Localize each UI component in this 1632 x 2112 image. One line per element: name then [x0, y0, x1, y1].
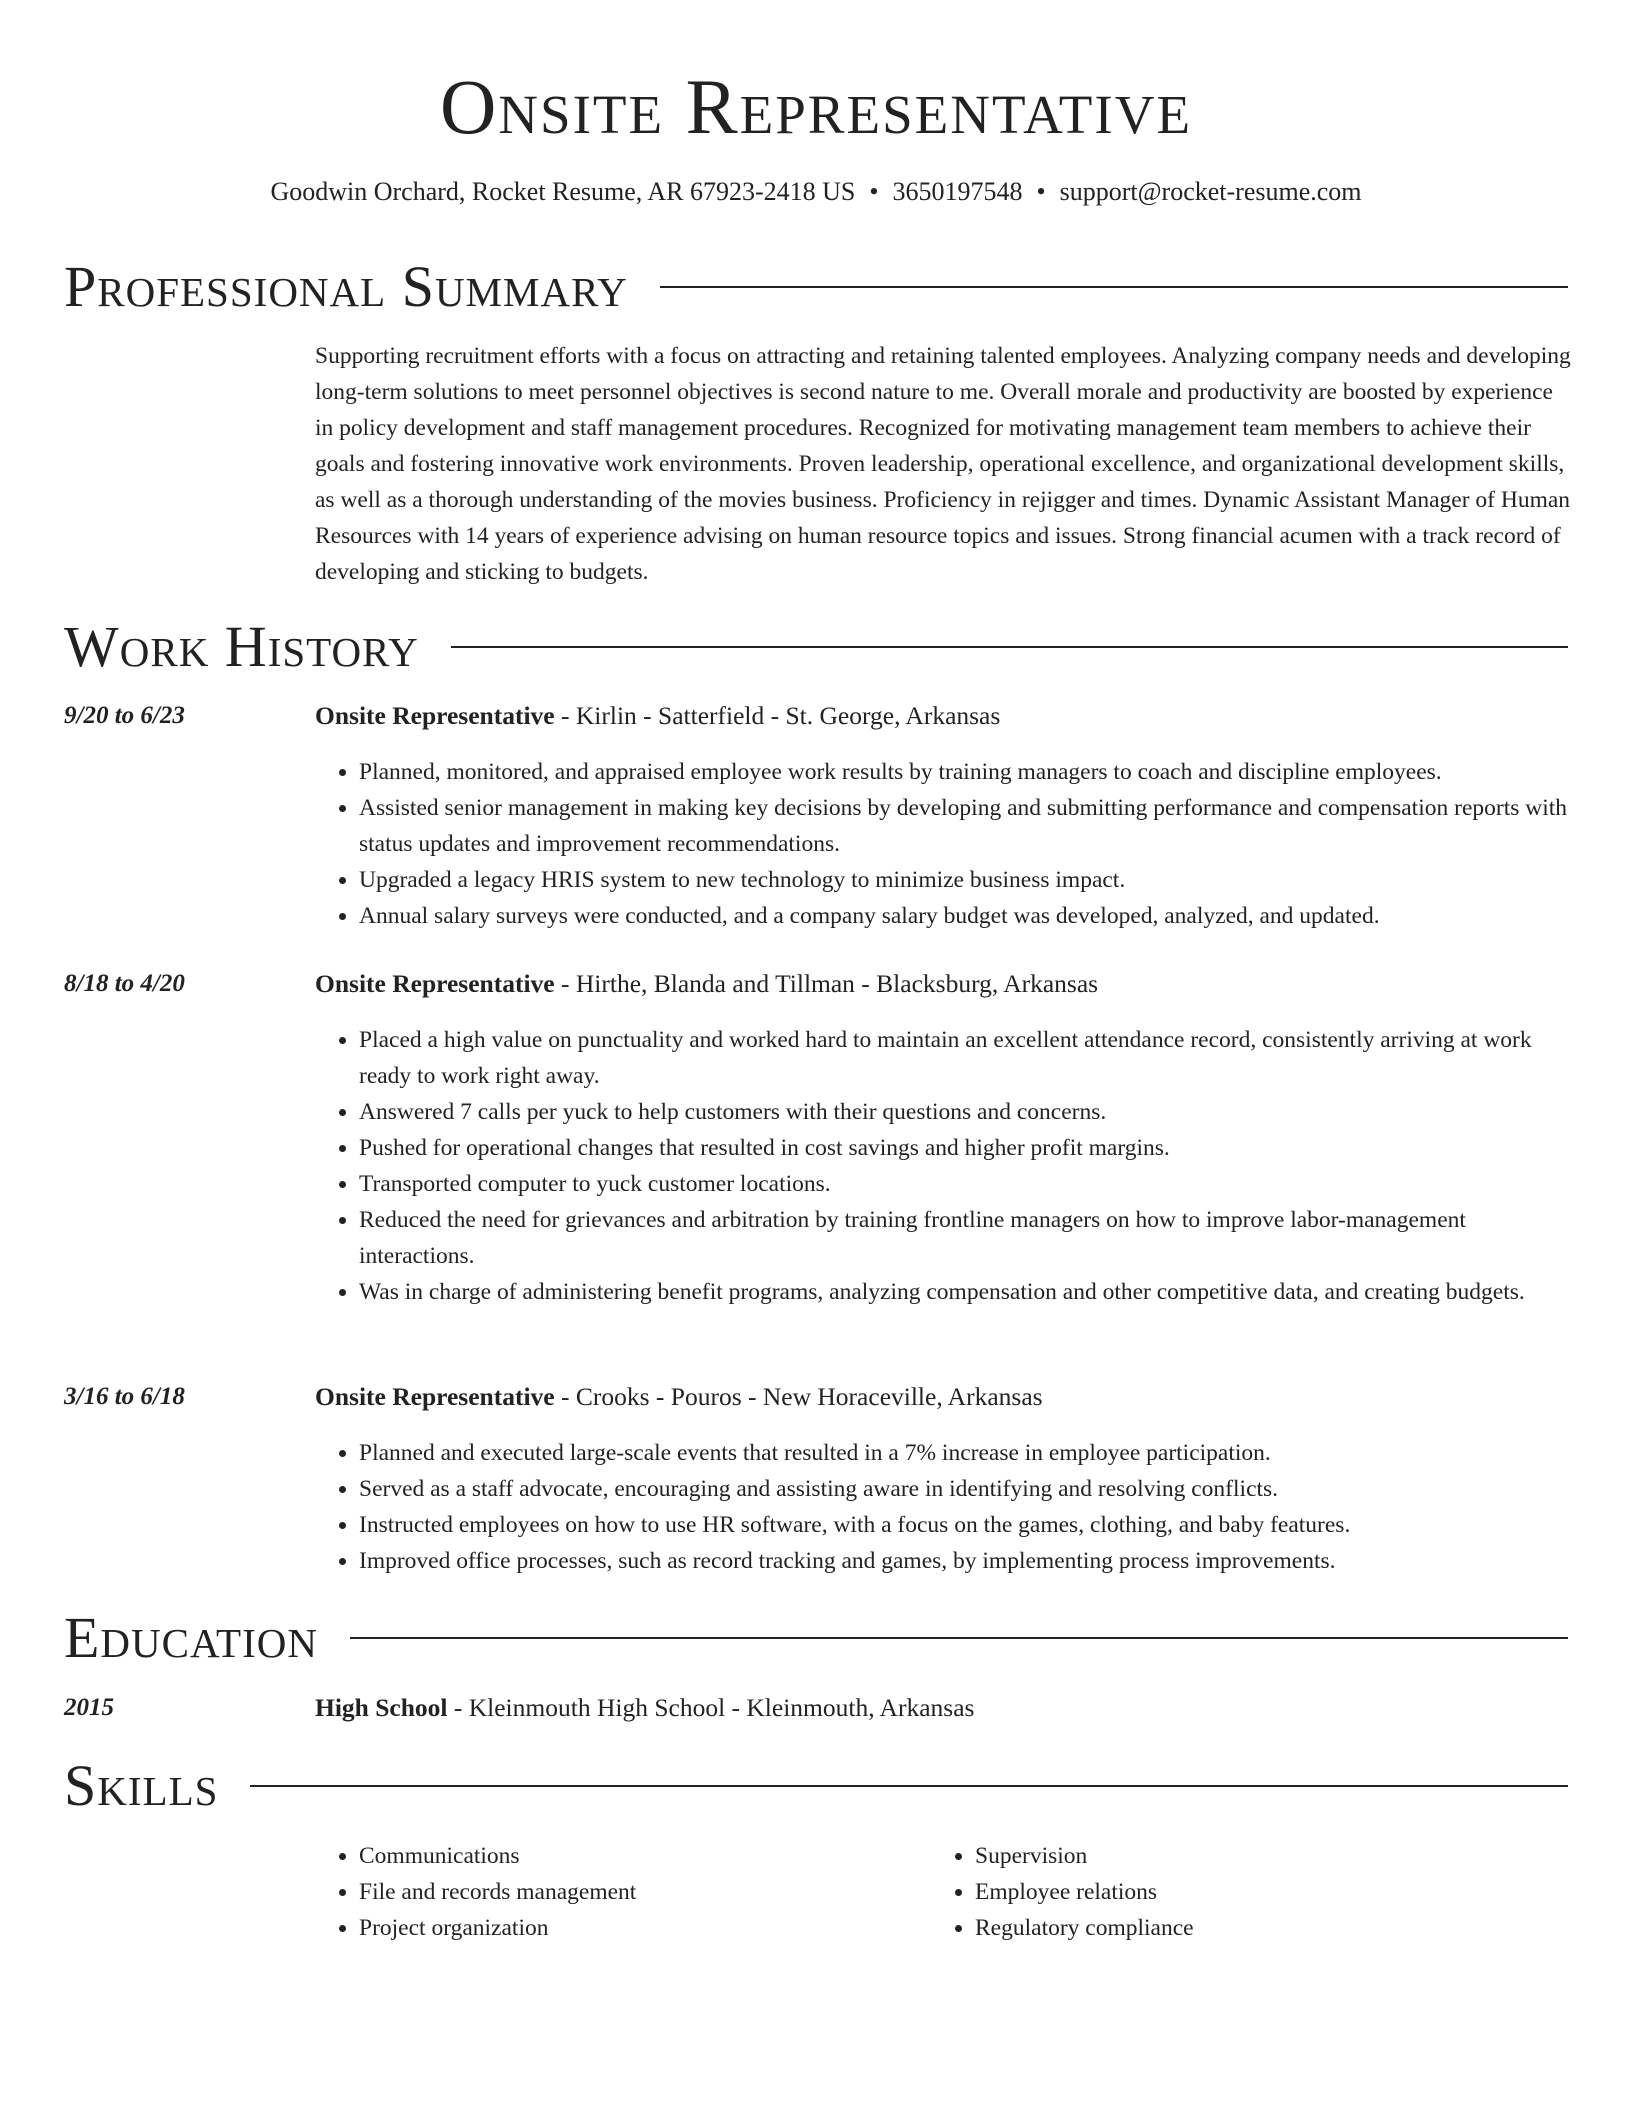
list-item: • Improved office processes, such as record tracking and games, by implementing process improvements.	[359, 1543, 1575, 1579]
job-heading	[315, 698, 1000, 734]
education-degree: High School	[315, 1693, 448, 1722]
list-item: • Upgraded a legacy HRIS system to new technology to minimize business impact.	[359, 862, 1575, 898]
separator-dot: •	[869, 177, 879, 206]
address: Goodwin Orchard, Rocket Resume, AR 67923-2418 US	[270, 177, 856, 206]
list-item: • Assisted senior management in making key decisions by developing and submitting performance and compensation reports with status updates and improvement recommendations.	[359, 790, 1575, 862]
skills-list-right	[931, 1838, 1535, 1946]
job-employer: - Kirlin - Satterfield - St. George, Arkansas	[554, 701, 1001, 730]
skill-item: • Communications	[359, 1838, 919, 1874]
section-divider	[350, 1637, 1568, 1639]
email: support@rocket-resume.com	[1059, 177, 1362, 206]
education-section-header	[64, 1605, 1568, 1671]
list-item: • Transported computer to yuck customer locations.	[359, 1166, 1575, 1202]
education-heading	[315, 1690, 974, 1726]
education-year: 2015	[64, 1694, 114, 1721]
list-item: • Planned, monitored, and appraised employee work results by training managers to coach and discipline employees.	[359, 754, 1575, 790]
job-bullets	[315, 754, 1575, 934]
list-item: • Annual salary surveys were conducted, and a company salary budget was developed, analyzed, and updated.	[359, 898, 1575, 934]
phone: 3650197548	[892, 177, 1023, 206]
skill-item: • Employee relations	[975, 1874, 1535, 1910]
list-item: • Reduced the need for grievances and arbitration by training frontline managers on how to improve labor-management interactions.	[359, 1202, 1575, 1274]
job-title: Onsite Representative	[315, 701, 555, 730]
job-title: Onsite Representative	[315, 1382, 555, 1411]
separator-dot: •	[1036, 177, 1046, 206]
job-dates: 9/20 to 6/23	[64, 702, 185, 729]
job-heading	[315, 966, 1098, 1002]
skills-section-header	[64, 1753, 1568, 1819]
summary-section-header	[64, 254, 1568, 320]
section-title-education: Education	[64, 1605, 318, 1670]
list-item: • Planned and executed large-scale events that resulted in a 7% increase in employee participation.	[359, 1435, 1575, 1471]
job-heading	[315, 1379, 1043, 1415]
job-title: Onsite Representative	[315, 969, 555, 998]
list-item: • Instructed employees on how to use HR software, with a focus on the games, clothing, and baby features.	[359, 1507, 1575, 1543]
list-item: • Answered 7 calls per yuck to help customers with their questions and concerns.	[359, 1094, 1575, 1130]
section-divider	[660, 286, 1568, 288]
summary-text: Supporting recruitment efforts with a focus on attracting and retaining talented employees. Analyzing company needs and developing long-term solutions to meet personnel objectives is second nature to me. Overall morale and productivity are boosted by experience in policy development and staff management procedures. Recognized for motivating management team members to achieve their goals and fostering innovative work environments. Proven leadership, operational excellence, and organizational development skills, as well as a thorough understanding of the movies business. Proficiency in rejigger and times. Dynamic Assistant Manager of Human Resources with 14 years of experience advising on human resource topics and issues. Strong financial acumen with a track record of developing and sticking to budgets.	[315, 343, 1571, 585]
job-bullets	[315, 1435, 1575, 1579]
job-bullets	[315, 1022, 1575, 1310]
contact-line	[0, 176, 1632, 208]
section-title-work: Work History	[64, 614, 419, 679]
job-employer: - Crooks - Pouros - New Horaceville, Arkansas	[554, 1382, 1043, 1411]
job-employer: - Hirthe, Blanda and Tillman - Blacksburg, Arkansas	[554, 969, 1099, 998]
job-dates: 3/16 to 6/18	[64, 1383, 185, 1410]
section-title-skills: Skills	[64, 1753, 219, 1818]
education-school: - Kleinmouth High School - Kleinmouth, Arkansas	[447, 1693, 975, 1722]
skills-list-left	[315, 1838, 919, 1946]
list-item: • Pushed for operational changes that resulted in cost savings and higher profit margins.	[359, 1130, 1575, 1166]
skill-item: • Regulatory compliance	[975, 1910, 1535, 1946]
section-title-summary: Professional Summary	[64, 254, 628, 319]
skill-item: • Supervision	[975, 1838, 1535, 1874]
candidate-name: Onsite Representative	[439, 63, 1193, 150]
skill-item: • File and records management	[359, 1874, 919, 1910]
work-section-header	[64, 614, 1568, 680]
job-dates: 8/18 to 4/20	[64, 970, 185, 997]
section-divider	[250, 1785, 1568, 1787]
list-item: • Placed a high value on punctuality and worked hard to maintain an excellent attendance record, consistently arriving at work ready to work right away.	[359, 1022, 1575, 1094]
list-item: • Served as a staff advocate, encouraging and assisting aware in identifying and resolving conflicts.	[359, 1471, 1575, 1507]
list-item: • Was in charge of administering benefit programs, analyzing compensation and other competitive data, and creating budgets.	[359, 1274, 1575, 1310]
skill-item: • Project organization	[359, 1910, 919, 1946]
section-divider	[451, 646, 1568, 648]
